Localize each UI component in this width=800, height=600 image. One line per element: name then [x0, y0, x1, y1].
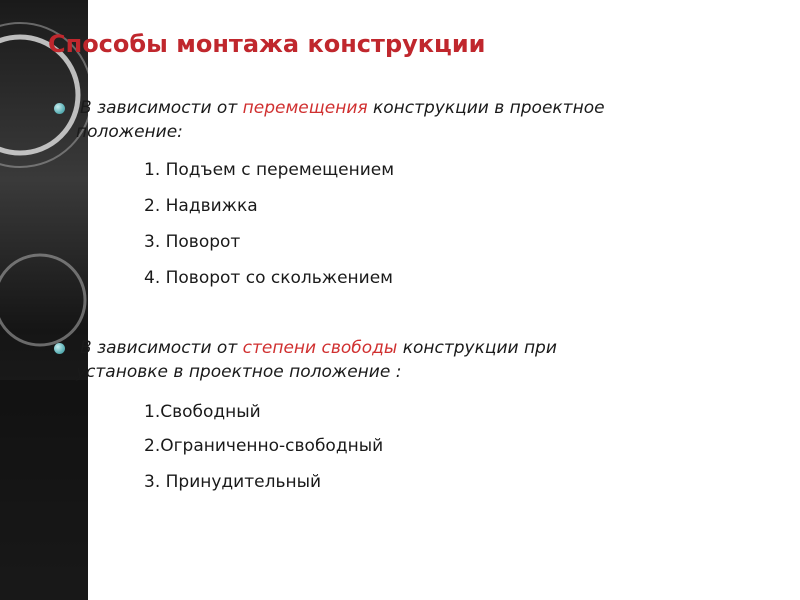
bullet-2-highlight: степени свободы — [242, 338, 398, 358]
bullet-dot-icon — [54, 343, 65, 354]
bullet-1-lead: В зависимости от — [80, 98, 243, 118]
bullet-1-line2: положение: — [76, 122, 183, 142]
bullet-2-tail: конструкции при — [397, 338, 557, 358]
list-item: 2.Ограниченно-свободный — [144, 436, 384, 456]
bullet-section-1 — [56, 96, 756, 144]
list-item: 1. Подъем с перемещением — [144, 160, 395, 180]
bullet-text-2 — [56, 336, 756, 384]
decorative-sidebar — [0, 0, 88, 600]
bullet-2-line2: установке в проектное положение : — [76, 362, 402, 382]
slide-title: Способы монтажа конструкции — [48, 30, 486, 58]
bullet-1-highlight: перемещения — [242, 98, 368, 118]
list-item: 4. Поворот со скольжением — [144, 268, 393, 288]
decorative-rings — [0, 0, 88, 600]
list-item: 1.Свободный — [144, 402, 261, 422]
bullet-text-1 — [56, 96, 756, 144]
list-item: 3. Принудительный — [144, 472, 322, 492]
list-item: 3. Поворот — [144, 232, 241, 252]
bullet-section-2 — [56, 336, 756, 384]
bullet-2-lead: В зависимости от — [80, 338, 243, 358]
list-item: 2. Надвижка — [144, 196, 258, 216]
bullet-1-tail: конструкции в проектное — [367, 98, 605, 118]
bullet-dot-icon — [54, 103, 65, 114]
